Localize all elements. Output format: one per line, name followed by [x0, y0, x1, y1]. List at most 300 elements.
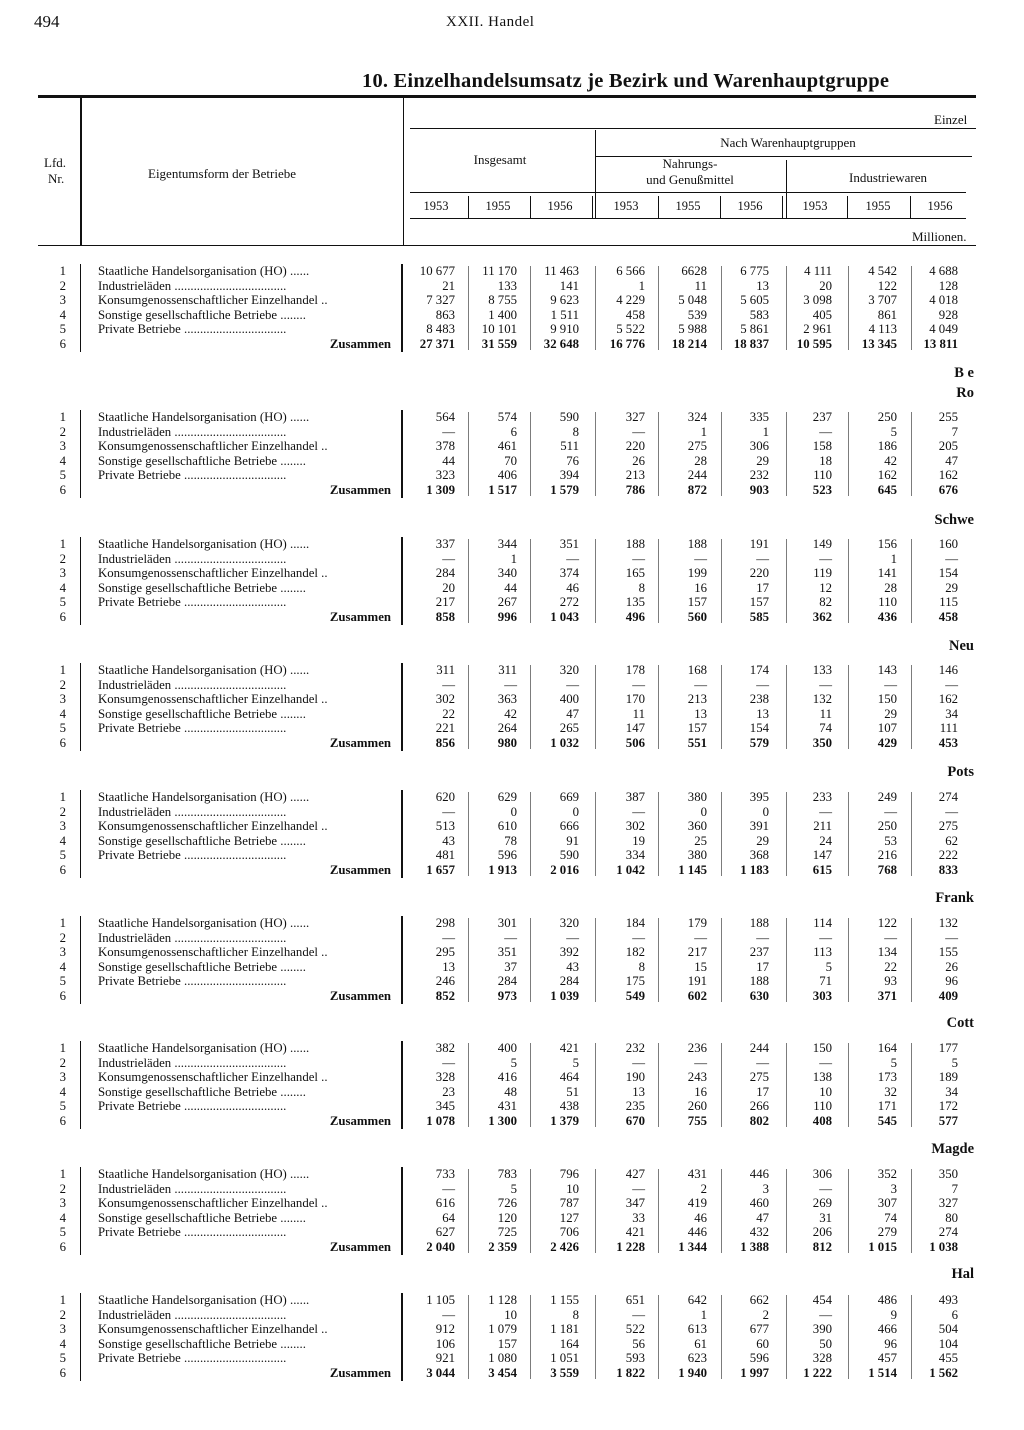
row-label: Staatliche Handelsorganisation (HO) ...... [98, 537, 310, 551]
table-cell: 733 [435, 1167, 455, 1181]
line-number: 4 [59, 959, 66, 974]
table-cell: 8 [572, 1307, 579, 1322]
table-cell: 149 [812, 537, 832, 551]
table-cell: 186 [877, 439, 897, 454]
row-label: Staatliche Handelsorganisation (HO) ...... [98, 916, 310, 930]
row-label: Staatliche Handelsorganisation (HO) ...... [98, 410, 310, 424]
table-cell: 610 [497, 819, 517, 834]
table-cell: — [632, 1307, 645, 1322]
table-row [0, 848, 1024, 863]
line-number: 6 [59, 483, 66, 497]
table-cell: 360 [687, 819, 707, 834]
table-cell: 551 [687, 736, 707, 750]
table-cell: 400 [559, 692, 579, 707]
table-cell: 3 454 [488, 1366, 517, 1380]
table-row [0, 1225, 1024, 1240]
table-cell: 6628 [681, 264, 707, 278]
table-row [0, 721, 1024, 736]
header-rule-einzel [410, 128, 976, 129]
row-label: Staatliche Handelsorganisation (HO) ...... [98, 1293, 310, 1307]
line-number: 3 [59, 1070, 66, 1085]
table-cell: 190 [625, 1070, 645, 1085]
table-cell: 4 111 [804, 264, 832, 278]
table-cell: 2 359 [488, 1240, 517, 1254]
row-label: Zusammen [329, 863, 391, 877]
table-cell: 642 [687, 1293, 707, 1307]
table-cell: 188 [687, 537, 707, 551]
line-number: 4 [59, 1210, 66, 1225]
row-label: Staatliche Handelsorganisation (HO) ...... [98, 1167, 310, 1181]
table-cell: 71 [819, 974, 832, 989]
year-divider [847, 196, 848, 218]
table-cell: 602 [687, 989, 707, 1003]
table-cell: 238 [749, 692, 769, 707]
table-cell: 996 [497, 610, 517, 624]
table-cell: 91 [566, 833, 579, 848]
table-cell: 23 [442, 1084, 455, 1099]
table-cell: 164 [877, 1041, 897, 1055]
row-label: Private Betriebe ................................ [98, 468, 287, 483]
table-cell: 302 [625, 819, 645, 834]
table-cell: 1 400 [488, 307, 517, 322]
table-cell: 42 [504, 706, 517, 721]
table-cell: 455 [938, 1351, 958, 1366]
table-cell: 1 038 [929, 1240, 958, 1254]
table-cell: 1 078 [426, 1114, 455, 1128]
table-cell: — [566, 551, 579, 566]
table-cell: 812 [812, 1240, 832, 1254]
table-cell: 191 [687, 974, 707, 989]
table-cell: 311 [498, 663, 517, 677]
table-cell: 22 [442, 706, 455, 721]
line-number: 5 [59, 974, 66, 989]
table-cell: 138 [812, 1070, 832, 1085]
table-cell: 275 [687, 439, 707, 454]
table-cell: 31 [819, 1210, 832, 1225]
table-cell: 50 [819, 1336, 832, 1351]
table-cell: 549 [625, 989, 645, 1003]
table-cell: 928 [938, 307, 958, 322]
table-cell: 82 [819, 595, 832, 610]
table-cell: 3 707 [868, 293, 897, 308]
table-cell: 18 837 [733, 337, 769, 351]
table-cell: 863 [435, 307, 455, 322]
table-cell: 184 [625, 916, 645, 930]
table-cell: 10 [504, 1307, 517, 1322]
table-cell: — [945, 677, 958, 692]
table-cell: 62 [945, 833, 958, 848]
year-header: 1955 [675, 199, 701, 213]
year-divider [720, 196, 721, 218]
table-cell: 191 [749, 537, 769, 551]
table-cell: 380 [687, 790, 707, 804]
table-cell: 368 [749, 848, 769, 863]
table-cell: 29 [756, 453, 769, 468]
row-label: Industrieläden ................................... [98, 1307, 287, 1322]
year-header: 1953 [802, 199, 828, 213]
table-cell: 147 [625, 721, 645, 736]
line-number: 3 [59, 692, 66, 707]
table-cell: 1 940 [678, 1366, 707, 1380]
line-number: 4 [59, 1336, 66, 1351]
table-cell: 6 [951, 1307, 958, 1322]
table-cell: 175 [625, 974, 645, 989]
line-number: 3 [59, 819, 66, 834]
table-cell: 47 [566, 706, 579, 721]
table-cell: 1 514 [868, 1366, 897, 1380]
table-cell: 307 [877, 1196, 897, 1211]
line-number: 5 [59, 1225, 66, 1240]
row-label: Konsumgenossenschaftlicher Einzelhandel .. [98, 692, 328, 707]
table-cell: 5 522 [616, 322, 645, 337]
table-row [0, 293, 1024, 308]
table-cell: 18 214 [671, 337, 707, 351]
table-row [0, 707, 1024, 722]
row-label: Industrieläden ................................... [98, 1181, 287, 1196]
table-cell: 1 015 [868, 1240, 897, 1254]
table-total-row [0, 1240, 1024, 1255]
region-block [0, 1041, 1024, 1129]
table-cell: 352 [877, 1167, 897, 1181]
table-cell: 13 [756, 278, 769, 293]
table-cell: — [756, 551, 769, 566]
table-cell: 3 044 [426, 1366, 455, 1380]
table-cell: 20 [819, 278, 832, 293]
table-cell: 171 [877, 1099, 897, 1114]
table-cell: 11 [694, 278, 707, 293]
table-cell: 374 [559, 566, 579, 581]
row-label: Sonstige gesellschaftliche Betriebe ........ [98, 580, 306, 595]
table-cell: 269 [812, 1196, 832, 1211]
table-cell: 395 [749, 790, 769, 804]
table-cell: 13 811 [923, 337, 958, 351]
line-number: 3 [59, 945, 66, 960]
table-cell: — [442, 424, 455, 439]
table-cell: 486 [877, 1293, 897, 1307]
table-cell: 1 181 [550, 1322, 579, 1337]
table-cell: 13 [756, 706, 769, 721]
table-cell: — [632, 1181, 645, 1196]
table-cell: 158 [812, 439, 832, 454]
table-cell: 211 [813, 819, 832, 834]
table-cell: 802 [749, 1114, 769, 1128]
line-number: 5 [59, 848, 66, 863]
table-cell: 506 [625, 736, 645, 750]
table-cell: 324 [687, 410, 707, 424]
header-divider-values [403, 97, 404, 245]
table-cell: 9 623 [550, 293, 579, 308]
table-cell: 872 [687, 483, 707, 497]
table-cell: 973 [497, 989, 517, 1003]
table-cell: 96 [945, 974, 958, 989]
row-label: Industrieläden ................................... [98, 677, 287, 692]
line-number: 2 [59, 1307, 66, 1322]
table-row [0, 1293, 1024, 1308]
table-cell: 513 [435, 819, 455, 834]
table-cell: — [945, 930, 958, 945]
row-label: Private Betriebe ................................ [98, 721, 287, 736]
table-cell: 446 [749, 1167, 769, 1181]
table-cell: 47 [756, 1210, 769, 1225]
year-divider [468, 196, 469, 218]
table-cell: — [632, 930, 645, 945]
table-cell: 629 [497, 790, 517, 804]
line-number: 1 [59, 537, 66, 551]
table-cell: 0 [510, 804, 517, 819]
table-total-row [0, 337, 1024, 352]
table-cell: 56 [632, 1336, 645, 1351]
table-cell: 232 [625, 1041, 645, 1055]
table-cell: 110 [878, 595, 897, 610]
table-cell: 111 [939, 721, 958, 736]
table-cell: 146 [938, 663, 958, 677]
table-cell: 221 [435, 721, 455, 736]
table-row [0, 819, 1024, 834]
year-divider [658, 196, 659, 218]
table-cell: 61 [694, 1336, 707, 1351]
line-number: 1 [59, 1041, 66, 1055]
row-label: Industrieläden ................................... [98, 551, 287, 566]
table-row [0, 308, 1024, 323]
table-cell: 106 [435, 1336, 455, 1351]
region-block [0, 264, 1024, 352]
table-cell: 706 [559, 1225, 579, 1240]
table-cell: 3 098 [803, 293, 832, 308]
table-cell: — [819, 551, 832, 566]
table-cell: 2 [700, 1181, 707, 1196]
row-label: Sonstige gesellschaftliche Betriebe ........ [98, 959, 306, 974]
line-number: 5 [59, 1351, 66, 1366]
table-cell: 408 [812, 1114, 832, 1128]
table-cell: 579 [749, 736, 769, 750]
table-cell: 755 [687, 1114, 707, 1128]
line-number: 5 [59, 595, 66, 610]
region-block [0, 410, 1024, 498]
table-cell: 11 170 [482, 264, 517, 278]
table-cell: 4 229 [616, 293, 645, 308]
table-cell: 5 988 [678, 322, 707, 337]
table-cell: 110 [813, 468, 832, 483]
table-cell: 10 677 [419, 264, 455, 278]
table-cell: 564 [435, 410, 455, 424]
table-cell: 188 [625, 537, 645, 551]
table-cell: 787 [559, 1196, 579, 1211]
table-cell: 545 [877, 1114, 897, 1128]
table-total-row [0, 610, 1024, 625]
region-block [0, 916, 1024, 1004]
table-cell: 382 [435, 1041, 455, 1055]
table-cell: 416 [497, 1070, 517, 1085]
header-divider-lfd [80, 97, 82, 245]
table-row [0, 595, 1024, 610]
row-label: Private Betriebe ................................ [98, 1099, 287, 1114]
table-cell: 37 [504, 959, 517, 974]
line-number: 6 [59, 1240, 66, 1254]
table-cell: 27 371 [419, 337, 455, 351]
header-top-rule [38, 95, 976, 98]
table-cell: 6 775 [740, 264, 769, 278]
table-cell: 173 [877, 1070, 897, 1085]
row-label: Sonstige gesellschaftliche Betriebe ........ [98, 1336, 306, 1351]
table-title: 10. Einzelhandelsumsatz je Bezirk und Warenhauptgruppe [362, 70, 890, 92]
table-cell: — [566, 930, 579, 945]
table-cell: — [756, 677, 769, 692]
table-cell: 856 [435, 736, 455, 750]
row-label: Zusammen [329, 1114, 391, 1128]
table-cell: 188 [749, 974, 769, 989]
table-cell: 132 [812, 692, 832, 707]
table-cell: 1 [510, 551, 517, 566]
table-cell: 662 [749, 1293, 769, 1307]
line-number: 2 [59, 677, 66, 692]
table-cell: 392 [559, 945, 579, 960]
table-row [0, 945, 1024, 960]
table-cell: 17 [756, 1084, 769, 1099]
table-cell: 244 [749, 1041, 769, 1055]
row-label: Private Betriebe ................................ [98, 974, 287, 989]
table-cell: — [756, 930, 769, 945]
table-row [0, 264, 1024, 279]
table-cell: 15 [694, 959, 707, 974]
table-cell: 726 [497, 1196, 517, 1211]
line-number: 6 [59, 989, 66, 1003]
table-cell: 323 [435, 468, 455, 483]
line-number: 3 [59, 1322, 66, 1337]
year-header: 1953 [423, 199, 449, 213]
region-heading: Schwe [934, 512, 974, 528]
table-cell: 272 [559, 595, 579, 610]
row-label: Konsumgenossenschaftlicher Einzelhandel .. [98, 1322, 328, 1337]
table-cell: 220 [749, 566, 769, 581]
table-cell: 1 032 [550, 736, 579, 750]
table-cell: — [566, 677, 579, 692]
table-cell: 162 [877, 468, 897, 483]
table-cell: 590 [559, 410, 579, 424]
table-cell: 454 [812, 1293, 832, 1307]
table-cell: 165 [625, 566, 645, 581]
table-cell: 8 483 [426, 322, 455, 337]
table-cell: 394 [559, 468, 579, 483]
table-total-row [0, 1366, 1024, 1381]
table-cell: — [819, 424, 832, 439]
line-number: 3 [59, 293, 66, 308]
table-cell: 651 [625, 1293, 645, 1307]
region-block [0, 537, 1024, 625]
table-cell: 122 [877, 916, 897, 930]
table-cell: 46 [566, 580, 579, 595]
table-cell: 786 [625, 483, 645, 497]
table-cell: 13 [694, 706, 707, 721]
table-cell: 574 [497, 410, 517, 424]
year-header: 1956 [927, 199, 953, 213]
table-cell: 31 559 [481, 337, 517, 351]
table-cell: 80 [945, 1210, 958, 1225]
header-einzel: Einzel [934, 112, 968, 127]
table-cell: 4 113 [868, 322, 897, 337]
table-cell: — [819, 804, 832, 819]
table-cell: 328 [812, 1351, 832, 1366]
table-cell: 8 [572, 424, 579, 439]
table-cell: 5 [951, 1055, 958, 1070]
table-cell: 596 [497, 848, 517, 863]
table-cell: 1 913 [488, 863, 517, 877]
table-cell: 70 [504, 453, 517, 468]
table-cell: 6 566 [616, 264, 645, 278]
table-cell: 1 [890, 551, 897, 566]
region-heading: Magde [931, 1141, 974, 1157]
table-cell: 431 [497, 1099, 517, 1114]
table-cell: 143 [877, 663, 897, 677]
table-cell: 405 [812, 307, 832, 322]
table-cell: 345 [435, 1099, 455, 1114]
table-cell: 5 [825, 959, 832, 974]
table-cell: 347 [625, 1196, 645, 1211]
table-cell: 391 [749, 819, 769, 834]
table-cell: — [945, 804, 958, 819]
table-cell: — [819, 930, 832, 945]
table-cell: 1 822 [616, 1366, 645, 1380]
table-cell: 458 [625, 307, 645, 322]
row-label: Sonstige gesellschaftliche Betriebe ........ [98, 1084, 306, 1099]
table-cell: 9 910 [550, 322, 579, 337]
table-cell: 178 [625, 663, 645, 677]
table-cell: 351 [497, 945, 517, 960]
table-cell: 17 [756, 580, 769, 595]
table-cell: 213 [625, 468, 645, 483]
table-cell: 3 559 [550, 1366, 579, 1380]
line-number: 5 [59, 1099, 66, 1114]
header-rule-years-bottom [410, 218, 966, 219]
table-cell: 170 [625, 692, 645, 707]
table-cell: 0 [572, 804, 579, 819]
table-cell: 1 300 [488, 1114, 517, 1128]
table-cell: 2 426 [550, 1240, 579, 1254]
table-cell: 233 [812, 790, 832, 804]
table-cell: 327 [938, 1196, 958, 1211]
table-cell: 284 [435, 566, 455, 581]
header-divider-insgesamt [595, 130, 596, 218]
table-cell: 189 [938, 1070, 958, 1085]
table-cell: 1 997 [740, 1366, 769, 1380]
line-number: 1 [59, 790, 66, 804]
header-nr: Nr. [48, 171, 65, 186]
table-cell: — [632, 804, 645, 819]
table-cell: 406 [497, 468, 517, 483]
table-cell: 157 [687, 595, 707, 610]
header-lfd: Lfd. [44, 155, 67, 170]
table-row [0, 1211, 1024, 1226]
table-cell: 298 [435, 916, 455, 930]
year-divider [782, 196, 783, 218]
row-label: Private Betriebe ................................ [98, 322, 287, 337]
table-cell: 156 [877, 537, 897, 551]
table-cell: 10 101 [481, 322, 517, 337]
table-cell: 267 [497, 595, 517, 610]
table-cell: 162 [938, 692, 958, 707]
row-label: Staatliche Handelsorganisation (HO) ...... [98, 663, 310, 677]
table-row [0, 1196, 1024, 1211]
table-cell: 453 [938, 736, 958, 750]
row-label: Industrieläden ................................... [98, 278, 287, 293]
table-cell: 676 [938, 483, 958, 497]
table-cell: 1 128 [488, 1293, 517, 1307]
table-cell: 13 345 [861, 337, 897, 351]
region-block [0, 1167, 1024, 1255]
table-row [0, 566, 1024, 581]
table-cell: 107 [877, 721, 897, 736]
table-cell: 1 228 [616, 1240, 645, 1254]
table-cell: 1 039 [550, 989, 579, 1003]
